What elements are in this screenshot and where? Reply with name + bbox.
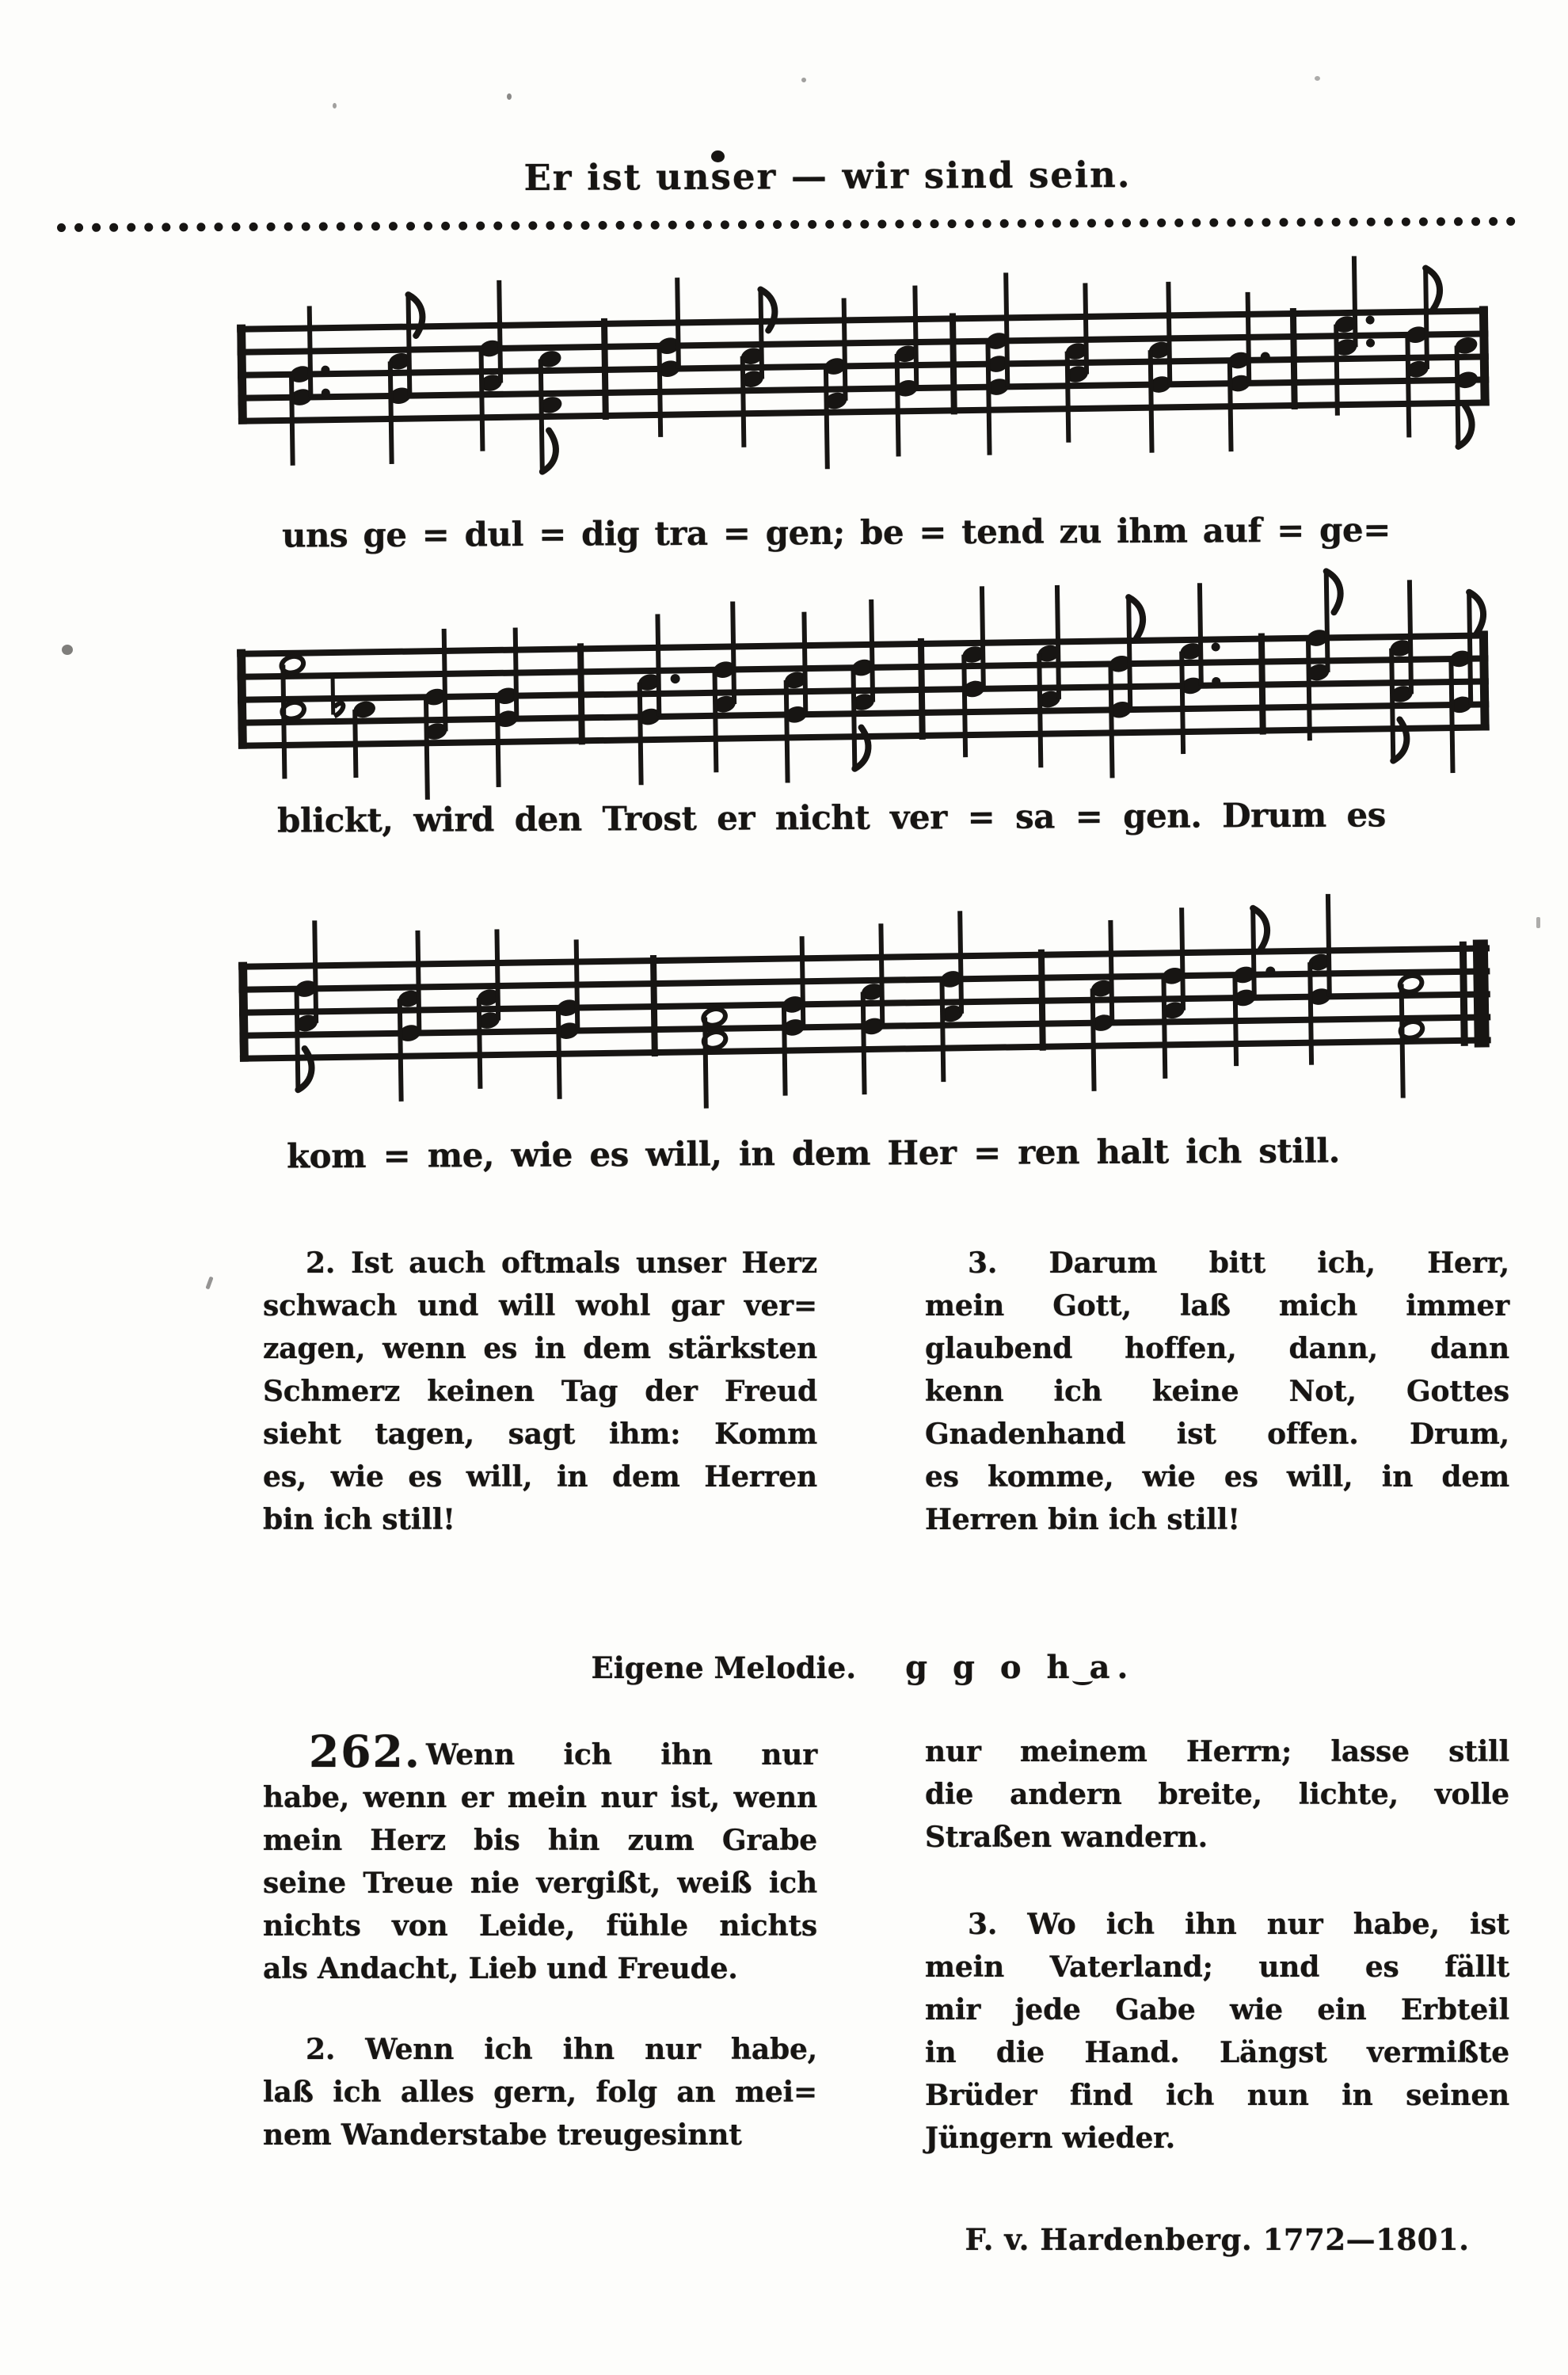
note-cluster — [892, 286, 920, 457]
text-line: nur meinem Herrn; lasse still — [925, 1735, 1509, 1768]
lyric-word: kom — [286, 1136, 367, 1176]
text-line: 3. Wo ich ihn nur habe, ist — [968, 1908, 1509, 1941]
text-line: seine Treue nie vergißt, weiß ich — [263, 1867, 817, 1900]
text-line: laß ich alles gern, folg an mei= — [263, 2076, 817, 2109]
note-cluster — [386, 293, 424, 464]
lyric-word: ich — [1186, 1132, 1242, 1171]
note-cluster — [849, 599, 877, 771]
dotted-rule — [57, 217, 1516, 232]
text-line: es, wie es will, in dem Herren — [263, 1460, 817, 1494]
note-cluster — [538, 348, 565, 474]
text-line: habe, wenn er mein nur ist, wenn — [263, 1781, 817, 1814]
note-cluster — [1088, 920, 1116, 1091]
text-line: Herren bin ich still! — [925, 1503, 1240, 1536]
note-cluster — [1146, 282, 1174, 453]
music-staff-1 — [236, 232, 1499, 512]
note-cluster — [477, 280, 504, 451]
lyric-word: blickt, — [276, 800, 394, 840]
lyric-word: = — [972, 1132, 1001, 1172]
lyric-word: ren — [1018, 1132, 1080, 1172]
text-line: mir jede Gabe wie ein Erbteil — [925, 1993, 1509, 2027]
lyric-word: halt — [1096, 1132, 1169, 1172]
lyric-word: ver — [889, 797, 947, 837]
melody-letters-prefix: g g o h — [905, 1649, 1077, 1686]
text-line: 2. Wenn ich ihn nur habe, — [306, 2033, 817, 2066]
lyric-word: Drum — [1222, 795, 1326, 835]
verse-paragraph — [263, 2028, 817, 2156]
note-cluster — [710, 601, 738, 772]
lyric-word: dul — [464, 515, 524, 554]
lyric-word: uns — [281, 516, 348, 555]
melody-letters — [905, 1649, 1135, 1686]
note-cluster — [1453, 335, 1480, 448]
lyric-word: = — [382, 1136, 411, 1175]
lyric-word: auf — [1202, 511, 1262, 550]
text-line: es komme, wie es will, in dem — [925, 1460, 1509, 1494]
lyric-word: = — [1277, 510, 1304, 550]
lyric-word: still. — [1258, 1131, 1340, 1171]
text-line: 2. Ist auch oftmals unser Herz — [306, 1246, 817, 1280]
ink-blob — [62, 645, 73, 655]
lyric-word: = — [919, 512, 947, 552]
hymn-262-right-column — [925, 1730, 1509, 2261]
note-cluster — [782, 612, 809, 783]
note-cluster — [984, 272, 1011, 455]
ink-speck — [333, 103, 337, 108]
note-cluster — [1159, 908, 1187, 1079]
text-line — [263, 1726, 817, 1777]
verse-start: Wenn ich ihn nur — [425, 1738, 817, 1772]
lyric-word: er — [717, 798, 755, 838]
note-cluster — [858, 923, 886, 1094]
hymn-number: 262. — [309, 1726, 421, 1777]
text-line: Schmerz keinen Tag der Freud — [263, 1375, 817, 1408]
verse-paragraph — [925, 1903, 1509, 2160]
lyric-word: = — [539, 514, 566, 554]
verse-3-column — [925, 1242, 1509, 1541]
lyric-word: dig — [580, 514, 640, 554]
melody-caption — [79, 1649, 1568, 1686]
ink-speck — [205, 1277, 213, 1290]
text-line: mein Herz bis hin zum Grabe — [263, 1824, 817, 1857]
lyric-line-3 — [287, 1132, 1340, 1176]
text-line: 3. Darum bitt ich, Herr, — [968, 1246, 1509, 1280]
note-cluster — [331, 675, 379, 778]
ink-speck — [1315, 76, 1320, 81]
melody-label: Eigene Melodie. — [591, 1650, 857, 1685]
text-line: sieht tagen, sagt ihm: Komm — [263, 1418, 817, 1451]
lyric-word: me, — [427, 1136, 495, 1175]
lyric-word: es — [1346, 795, 1386, 835]
page-title: Er ist unser — wir sind sein. — [523, 153, 1132, 200]
lyric-word: wird — [413, 800, 494, 839]
text-line: nem Wanderstabe treugesinnt — [263, 2118, 742, 2152]
lyric-word: dem — [791, 1133, 871, 1174]
lyric-word: Trost — [602, 798, 697, 839]
verse-paragraph — [925, 1730, 1509, 1859]
lyric-word: ge= — [1319, 510, 1391, 550]
text-line: nichts von Leide, fühle nichts — [263, 1909, 817, 1943]
lyric-word: in — [738, 1134, 775, 1174]
note-cluster — [1304, 569, 1343, 740]
text-line: als Andacht, Lieb und Freude. — [263, 1952, 738, 1985]
lyric-word: = — [1075, 797, 1103, 836]
lyric-word: = — [722, 513, 751, 553]
lyric-word: tend — [961, 512, 1045, 552]
text-line: die andern breite, lichte, volle — [925, 1778, 1509, 1811]
note-cluster — [292, 920, 320, 1091]
lyric-word: sa — [1014, 797, 1056, 836]
verse-paragraph — [925, 1242, 1509, 1541]
note-cluster — [395, 931, 423, 1102]
text-line: zagen, wenn es in dem stärksten — [263, 1332, 817, 1365]
lyric-word: = — [967, 797, 995, 837]
ink-speck — [1536, 917, 1540, 928]
text-line: mein Vaterland; und es fällt — [925, 1951, 1509, 1984]
lyric-word: es — [589, 1135, 629, 1174]
music-staff-2 — [236, 557, 1499, 837]
verse-lines — [263, 1776, 817, 1990]
lyric-word: Her — [887, 1133, 957, 1173]
ink-speck — [507, 93, 512, 100]
lyric-word: wie — [511, 1135, 573, 1174]
lyric-word: nicht — [774, 797, 870, 838]
text-line: bin ich still! — [263, 1503, 455, 1536]
lyric-word: = — [421, 515, 450, 554]
text-line: schwach und will wohl gar ver= — [263, 1289, 817, 1323]
note-cluster — [1403, 266, 1442, 437]
verse-paragraph — [263, 1726, 817, 1990]
lyric-word: ge — [363, 515, 407, 555]
lyric-word: gen. — [1123, 796, 1202, 836]
melody-letters-tied: a. — [1089, 1649, 1136, 1686]
hymn-262-left-column — [263, 1726, 817, 2156]
attribution: F. v. Hardenberg. 1772—1801. — [965, 2222, 1470, 2257]
text-line: mein Gott, laß mich immer — [925, 1289, 1509, 1323]
note-cluster — [635, 614, 681, 785]
text-line: Brüder find ich nun in seinen — [925, 2079, 1509, 2112]
verse-paragraph — [263, 1242, 817, 1541]
lyric-word: tra — [654, 513, 708, 554]
text-line: Straßen wandern. — [925, 1821, 1208, 1854]
note-cluster — [280, 654, 306, 779]
lyric-line-2 — [277, 795, 1386, 839]
text-line: Jüngern wieder. — [925, 2122, 1175, 2155]
lyric-line-1 — [282, 510, 1391, 554]
ink-speck — [801, 78, 806, 82]
note-cluster — [1398, 973, 1425, 1098]
lyric-word: gen; — [765, 512, 846, 553]
note-cluster — [1035, 585, 1063, 767]
note-cluster — [702, 1007, 729, 1109]
text-line: in die Hand. Längst vermißte — [925, 2036, 1509, 2069]
lyric-word: den — [514, 799, 582, 839]
note-cluster — [938, 911, 965, 1082]
lyric-word: will, — [645, 1134, 722, 1174]
lyric-word: ihm — [1116, 511, 1188, 551]
verse-2-column — [263, 1242, 817, 1541]
text-line: kenn ich keine Not, Gottes — [925, 1375, 1509, 1408]
note-cluster — [1387, 580, 1415, 762]
music-staff-3 — [238, 870, 1501, 1150]
text-line: Gnadenhand ist offen. Drum, — [925, 1418, 1509, 1451]
text-line: glaubend hoffen, dann, dann — [925, 1332, 1509, 1365]
lyric-word: be — [859, 512, 904, 552]
lyric-word: zu — [1059, 512, 1102, 551]
